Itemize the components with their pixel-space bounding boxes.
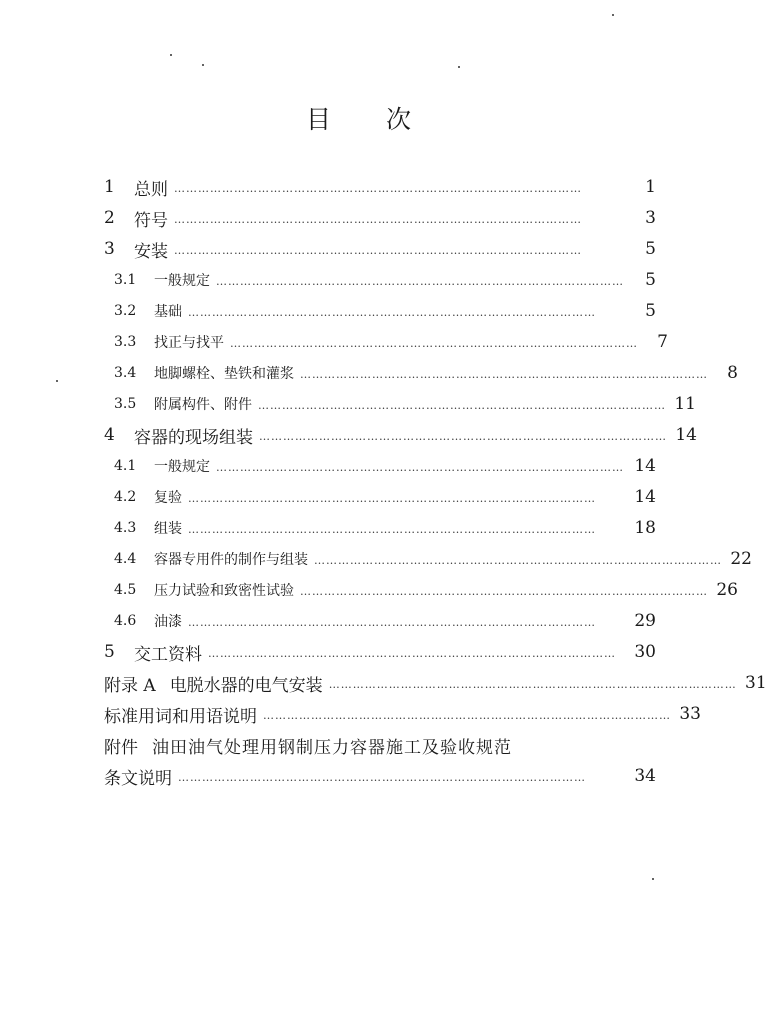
toc-label: 安装 <box>134 241 168 262</box>
dot-leader: ………………………………………………………………………………………… <box>263 709 671 722</box>
toc-page: 5 <box>645 239 656 259</box>
toc-entry <box>104 234 656 264</box>
dot-leader: ………………………………………………………………………………………… <box>188 306 596 319</box>
toc-label: 组装 <box>154 521 182 537</box>
toc-entry <box>104 575 738 605</box>
scan-speck <box>612 14 614 16</box>
toc-entry <box>104 513 656 543</box>
dot-leader: ………………………………………………………………………………………… <box>216 461 624 474</box>
dot-leader: ………………………………………………………………………………………… <box>230 337 638 350</box>
toc-number: 5 <box>104 642 115 662</box>
toc-number: 3 <box>104 239 115 259</box>
toc-entry <box>104 699 701 729</box>
dot-leader: ………………………………………………………………………………………… <box>188 492 596 505</box>
dot-leader: ………………………………………………………………………………………… <box>174 213 582 226</box>
toc-number: 2 <box>104 208 115 228</box>
dot-leader: ………………………………………………………………………………………… <box>188 616 596 629</box>
toc-page: 29 <box>634 611 656 631</box>
toc-label: 找正与找平 <box>154 335 224 351</box>
toc-entry <box>104 358 738 388</box>
dot-leader: ………………………………………………………………………………………… <box>328 678 737 691</box>
toc-label: 容器专用件的制作与组装 <box>154 552 308 568</box>
dot-leader: ………………………………………………………………………………………… <box>174 244 582 257</box>
toc-label: 总则 <box>134 179 168 200</box>
toc-page: 30 <box>634 642 656 662</box>
toc-entry <box>104 761 656 791</box>
toc-label: 附属构件、附件 <box>154 397 252 413</box>
toc-label: 交工资料 <box>134 644 202 665</box>
scan-speck <box>170 54 172 56</box>
toc-entry <box>104 482 656 512</box>
toc-label: 条文说明 <box>104 768 172 789</box>
toc-label: 一般规定 <box>154 273 210 289</box>
toc-page: 5 <box>645 301 656 321</box>
toc-page: 5 <box>645 270 656 290</box>
toc-number: 4.1 <box>114 458 137 474</box>
toc-entry <box>104 172 656 202</box>
scan-speck <box>458 66 460 68</box>
toc-number: 4 <box>104 425 115 445</box>
toc-label: 容器的现场组装 <box>134 427 253 448</box>
toc-number: 3.5 <box>114 396 137 412</box>
toc-number: 4.6 <box>114 613 137 629</box>
toc-number: 1 <box>104 177 115 197</box>
toc-page: 14 <box>634 456 656 476</box>
toc-page: 33 <box>679 704 701 724</box>
toc-page: 3 <box>645 208 656 228</box>
toc-page: 14 <box>634 487 656 507</box>
toc-number: 4.5 <box>114 582 137 598</box>
dot-leader: ………………………………………………………………………………………… <box>258 399 666 412</box>
toc-entry <box>104 389 696 419</box>
toc-page: 11 <box>674 394 696 414</box>
dot-leader: ………………………………………………………………………………………… <box>300 585 708 598</box>
toc-page: 31 <box>745 673 767 693</box>
toc-number: 3.1 <box>114 272 137 288</box>
title-char: 目 <box>306 105 332 134</box>
toc-number: 附件 <box>104 737 138 758</box>
scan-speck <box>202 64 204 66</box>
toc-number: 4.4 <box>114 551 137 567</box>
dot-leader: ………………………………………………………………………………………… <box>178 771 586 784</box>
toc-label: 油田油气处理用钢制压力容器施工及验收规范 <box>152 737 512 758</box>
toc-page: 8 <box>727 363 738 383</box>
dot-leader: ………………………………………………………………………………………… <box>208 647 616 660</box>
toc-label: 符号 <box>134 210 168 231</box>
toc-label: 标准用词和用语说明 <box>104 706 257 727</box>
dot-leader: ………………………………………………………………………………………… <box>188 523 596 536</box>
toc-number: 3.4 <box>114 365 137 381</box>
dot-leader: ………………………………………………………………………………………… <box>216 275 624 288</box>
dot-leader: ………………………………………………………………………………………… <box>259 430 667 443</box>
toc-page: 7 <box>657 332 668 352</box>
toc-label: 电脱水器的电气安装 <box>169 675 323 696</box>
toc-label: 复验 <box>154 490 182 506</box>
toc-entry <box>104 544 752 574</box>
scan-speck <box>652 878 654 880</box>
toc-label: 压力试验和致密性试验 <box>154 583 294 599</box>
toc-number: 3.3 <box>114 334 137 350</box>
toc-page: 14 <box>675 425 697 445</box>
toc-entry <box>104 203 656 233</box>
toc-label: 油漆 <box>154 614 182 630</box>
scan-speck <box>56 380 58 382</box>
toc-entry <box>104 420 697 450</box>
toc-entry <box>104 265 656 295</box>
dot-leader: ………………………………………………………………………………………… <box>174 182 582 195</box>
toc-number: 附录 A <box>104 675 156 696</box>
toc-number: 3.2 <box>114 303 137 319</box>
dot-leader: ………………………………………………………………………………………… <box>300 368 708 381</box>
toc-label: 基础 <box>154 304 182 320</box>
toc-entry <box>104 730 656 760</box>
dot-leader: ………………………………………………………………………………………… <box>314 554 722 567</box>
title-char: 次 <box>386 105 412 134</box>
toc-page: 22 <box>730 549 752 569</box>
toc-entry <box>104 327 668 357</box>
toc-number: 4.2 <box>114 489 137 505</box>
toc-page: 18 <box>634 518 656 538</box>
toc-number: 4.3 <box>114 520 137 536</box>
toc-entry <box>104 668 767 698</box>
toc-entry <box>104 296 656 326</box>
toc-label: 一般规定 <box>154 459 210 475</box>
toc-entry <box>104 606 656 636</box>
toc-entry <box>104 637 656 667</box>
toc-entry <box>104 451 656 481</box>
toc-page: 1 <box>645 177 656 197</box>
toc-page: 34 <box>634 766 656 786</box>
toc-page: 26 <box>716 580 738 600</box>
toc-label: 地脚螺栓、垫铁和灌浆 <box>154 366 294 382</box>
